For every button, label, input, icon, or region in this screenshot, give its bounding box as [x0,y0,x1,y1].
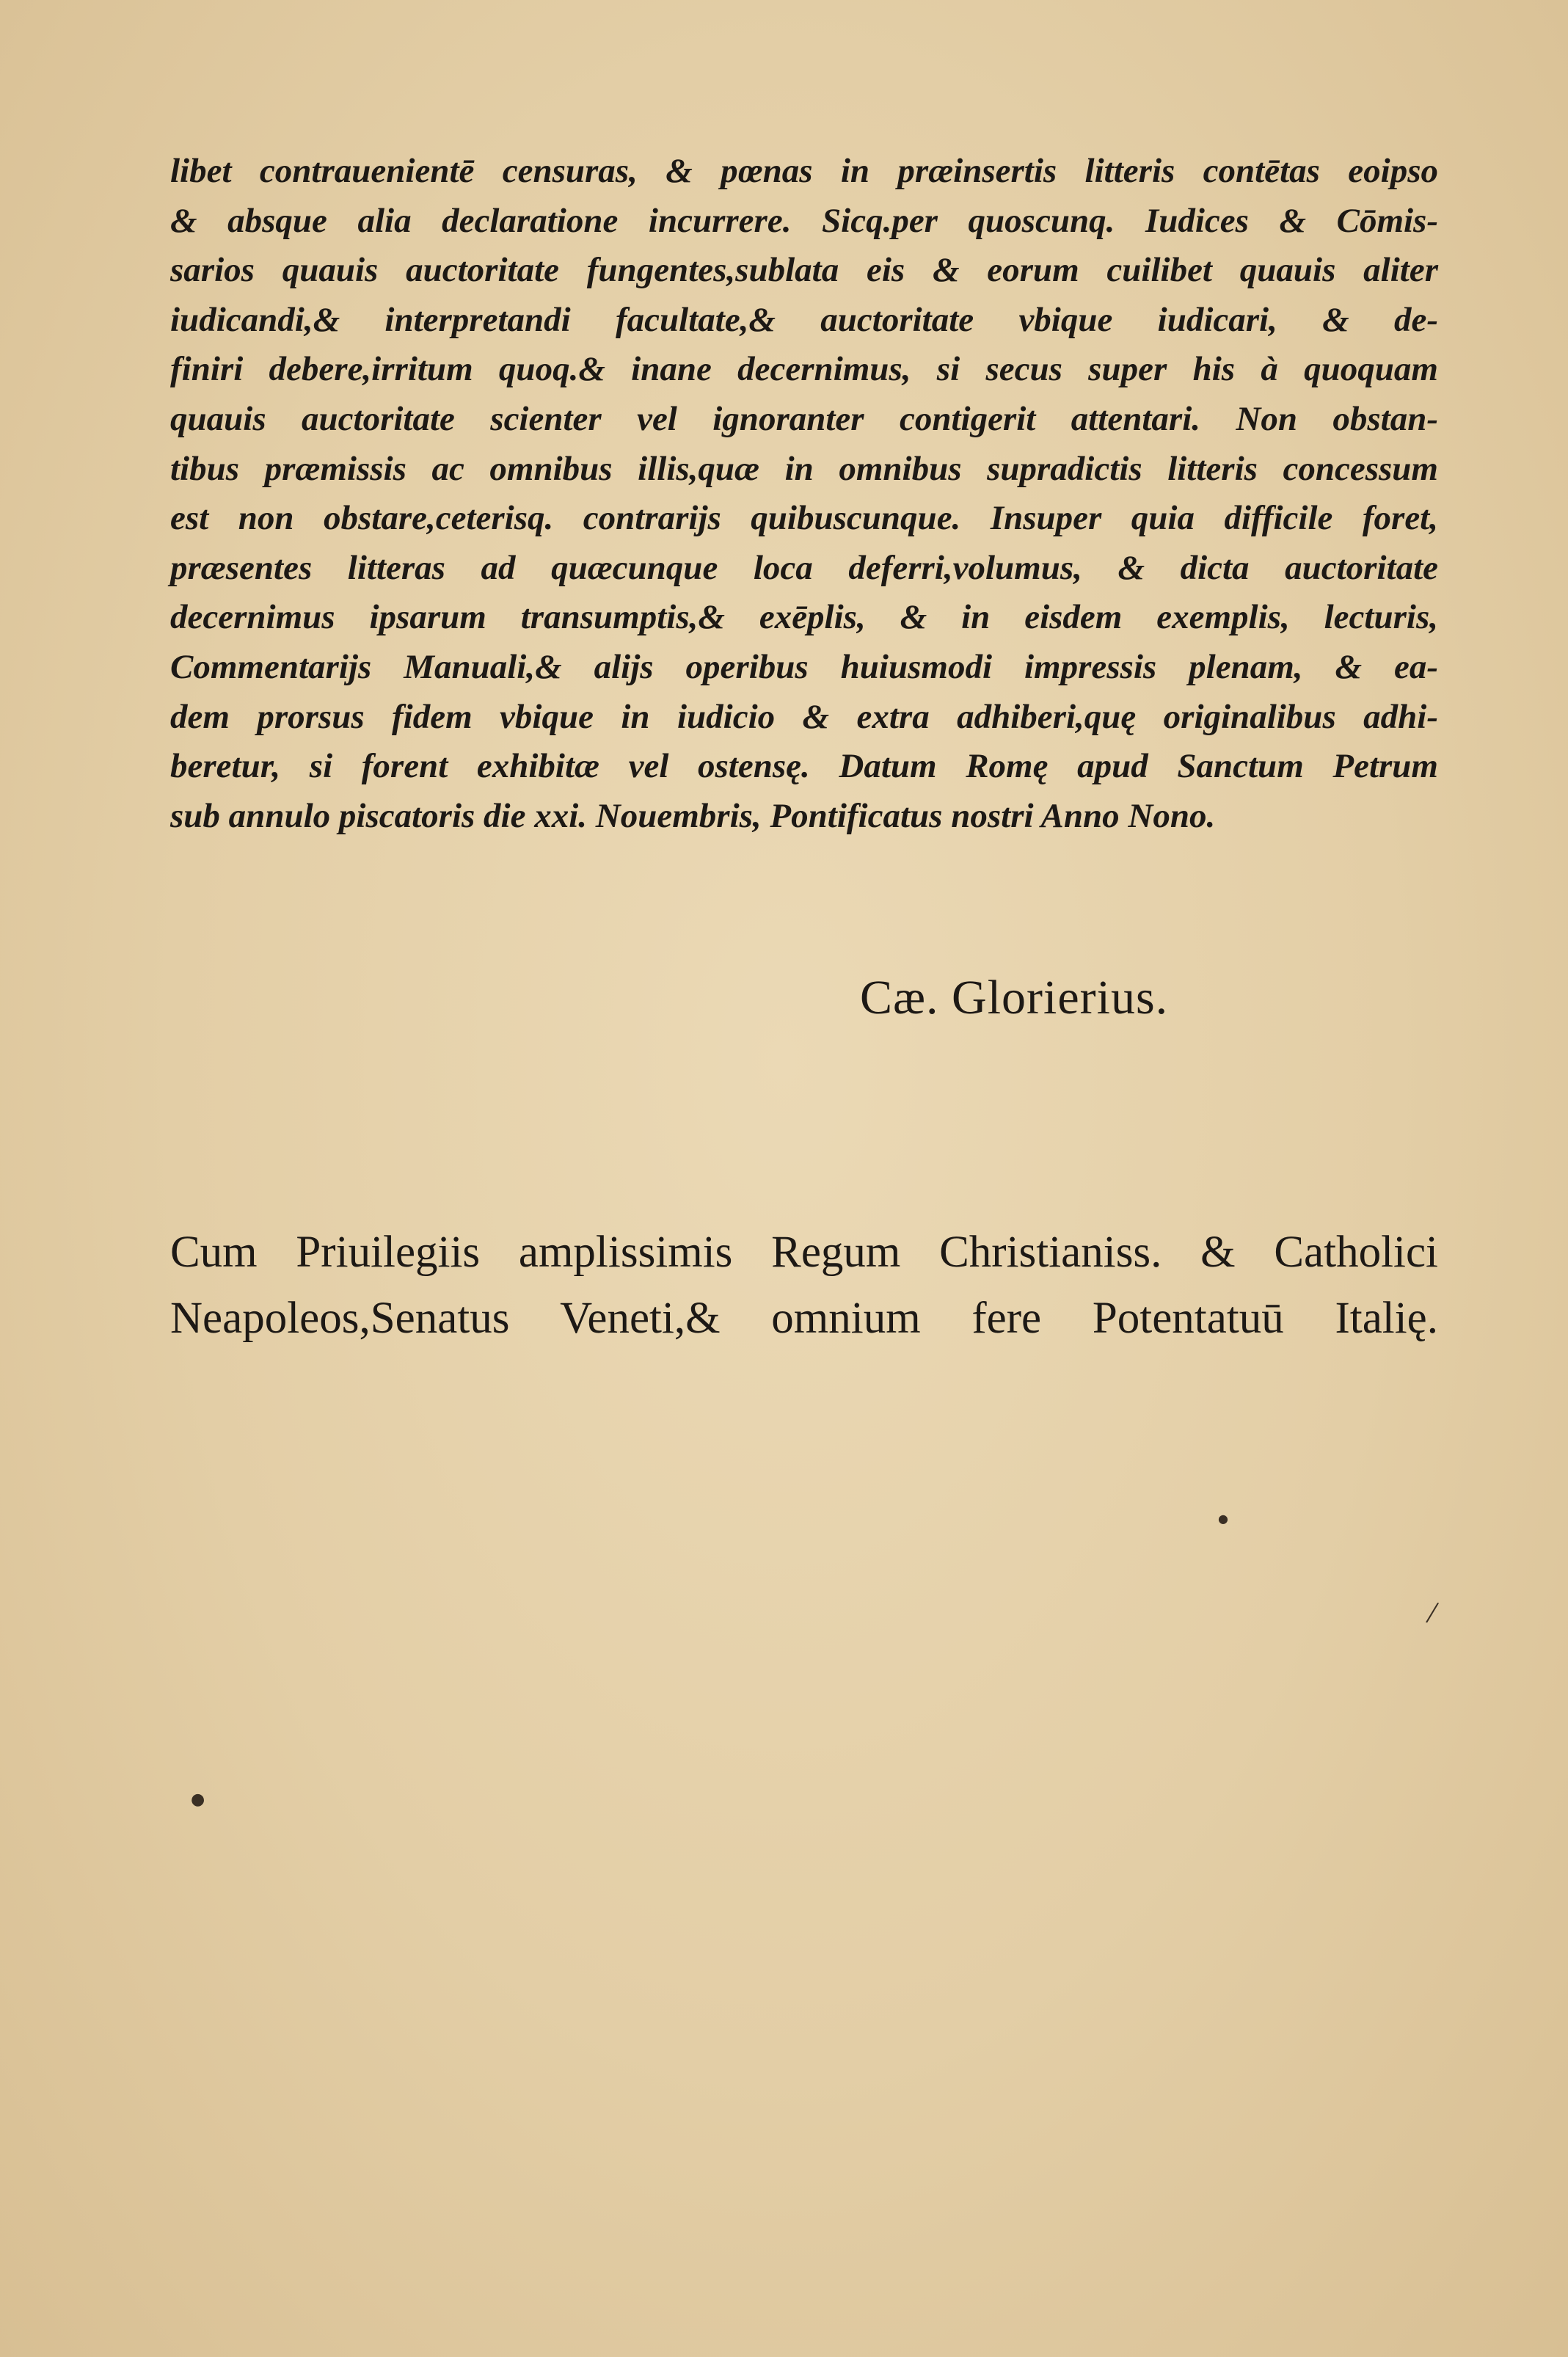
papal-brief-text [170,147,1438,841]
secretary-signature: Cæ. Glorierius. [860,971,1169,1024]
brief-line: sarios quauis auctoritate fungentes,sublata eis & eorum cuilibet quauis aliter [170,251,1438,290]
brief-line: quauis auctoritate scienter vel ignoranter contigerit attentari. Non obstan- [170,399,1438,438]
brief-line: decernimus ipsarum transumptis,& exēplis, & in eisdem exemplis, lecturis, [170,598,1438,637]
ink-stroke: / [1424,1594,1441,1631]
privilege-statement [170,1220,1438,1352]
brief-line: tibus præmissis ac omnibus illis,quæ in omnibus supradictis litteris concessum [170,449,1438,488]
brief-line: libet contrauenientē censuras, & pœnas in præinsertis litteris contētas eoipso [170,152,1438,190]
brief-line: iudicandi,& interpretandi facultate,& auctoritate vbique iudicari, & de- [170,300,1438,339]
brief-line: præsentes litteras ad quæcunque loca deferri,volumus, & dicta auctoritate [170,548,1438,587]
brief-line: est non obstare,ceterisq. contrarijs quibuscunque. Insuper quia difficile foret, [170,499,1438,538]
privilege-line: Neapoleos,Senatus Veneti,& omnium fere Potentatuū Italię. [170,1294,1438,1343]
brief-line: & absque alia declaratione incurrere. Sicq.per quoscunq. Iudices & Cōmis- [170,201,1438,240]
ink-speck: ● [1218,1512,1228,1526]
privilege-line: Cum Priuilegiis amplissimis Regum Christianiss. & Catholici [170,1228,1438,1277]
brief-line: dem prorsus fidem vbique in iudicio & extra adhiberi,quę originalibus adhi- [170,697,1438,736]
brief-line: sub annulo piscatoris die xxi. Nouembris, Pontificatus nostri Anno Nono. [170,796,1216,835]
ink-speck: ● [191,1790,205,1809]
brief-line: finiri debere,irritum quoq.& inane decernimus, si secus super his à quoquam [170,350,1438,389]
brief-line: beretur, si forent exhibitæ vel ostensę. Datum Romę apud Sanctum Petrum [170,747,1438,786]
brief-line: Commentarijs Manuali,& alijs operibus huiusmodi impressis plenam, & ea- [170,647,1438,686]
reverse-side-show-through [132,866,1453,1115]
